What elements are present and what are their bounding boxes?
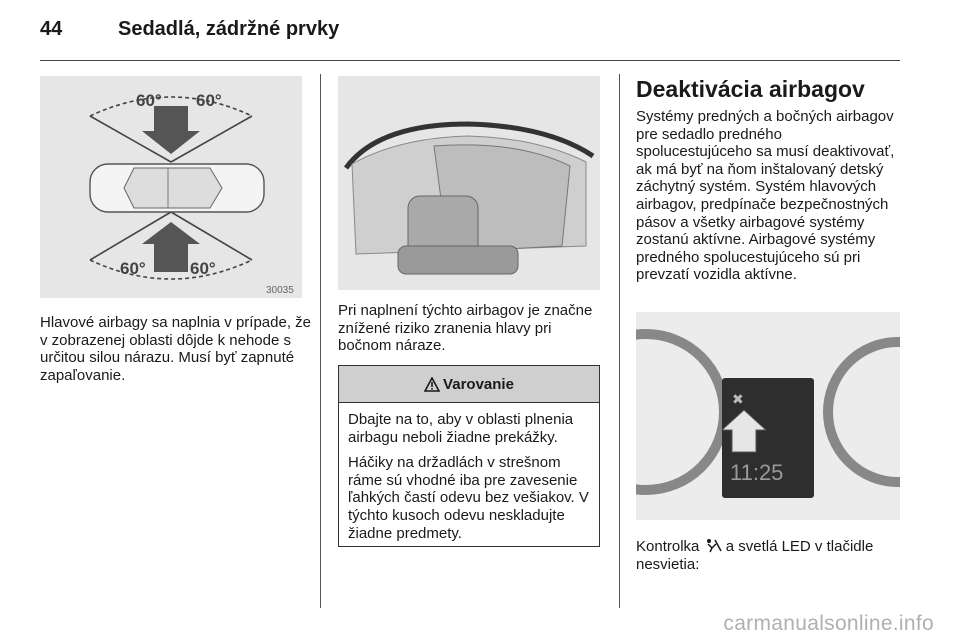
warning-box [338,365,600,547]
angle-label: 60° [120,259,146,278]
caption-text: a svetlá LED v tlačidle nesvietia: [636,538,874,573]
column-divider-1 [320,74,321,608]
warning-paragraph: Háčiky na držadlách v strešnom ráme sú vhodné iba pre zavesenie ľahkých častí odevu bez vešiakov. V týchto kusoch odevu neskladujte žiadne predmety. [348,454,589,542]
warning-header [339,366,599,403]
col2-paragraph: Pri naplnení týchto airbagov je značne znížené riziko zranenia hlavy pri bočnom náraze. [338,302,593,355]
car-top-view-figure [40,76,302,298]
caption-text: Kontrolka [636,538,700,555]
angle-label: 60° [136,91,162,110]
angle-label: 60° [196,91,222,110]
col3-paragraph: Systémy predných a bočných airbagov pre sedadlo predného spolucestujúceho sa musí deaktivovať, ak má byť na ňom inštalovaný detský záchytný systém. Systém hlavových airbagov, predpínače bezpečnostných pásov a všetky airbagové systémy zostanú aktívne. Airbagové systémy predného spolucestujúceho sú pri prevzatí vozidla aktívne. [636,108,895,284]
arrow-down-icon [142,106,200,154]
page-header [40,18,339,50]
warning-title: Varovanie [443,375,514,393]
curtain-airbag-figure [338,76,600,290]
col3-caption [636,538,900,573]
header-rule [40,60,900,61]
section-title: Sedadlá, zádržné prvky [118,18,340,40]
airbag-off-icon [704,538,722,553]
watermark: carmanualsonline.info [723,612,934,635]
page-number: 44 [40,18,63,40]
car-outline-icon [90,164,264,212]
col1-paragraph: Hlavové airbagy sa naplnia v prípade, že v zobrazenej oblasti dôjde k nehode s určitou silou nárazu. Musí byť zapnuté zapaľovanie. [40,314,311,384]
instrument-cluster-illustration [636,312,900,520]
airbag-off-indicator-icon: ✖ [732,391,744,407]
instrument-cluster-figure [636,312,900,520]
angle-label: 60° [190,259,216,278]
display-time: 11:25 [730,460,784,485]
warning-triangle-icon [424,377,440,392]
warning-paragraph: Dbajte na to, aby v oblasti plnenia airbagu neboli žiadne prekážky. [348,411,574,446]
curtain-airbag-illustration [338,76,600,290]
section-heading: Deaktivácia airbagov [636,76,865,102]
figure-code: 30035 [266,285,294,296]
car-top-view-illustration [40,76,302,298]
column-divider-2 [619,74,620,608]
